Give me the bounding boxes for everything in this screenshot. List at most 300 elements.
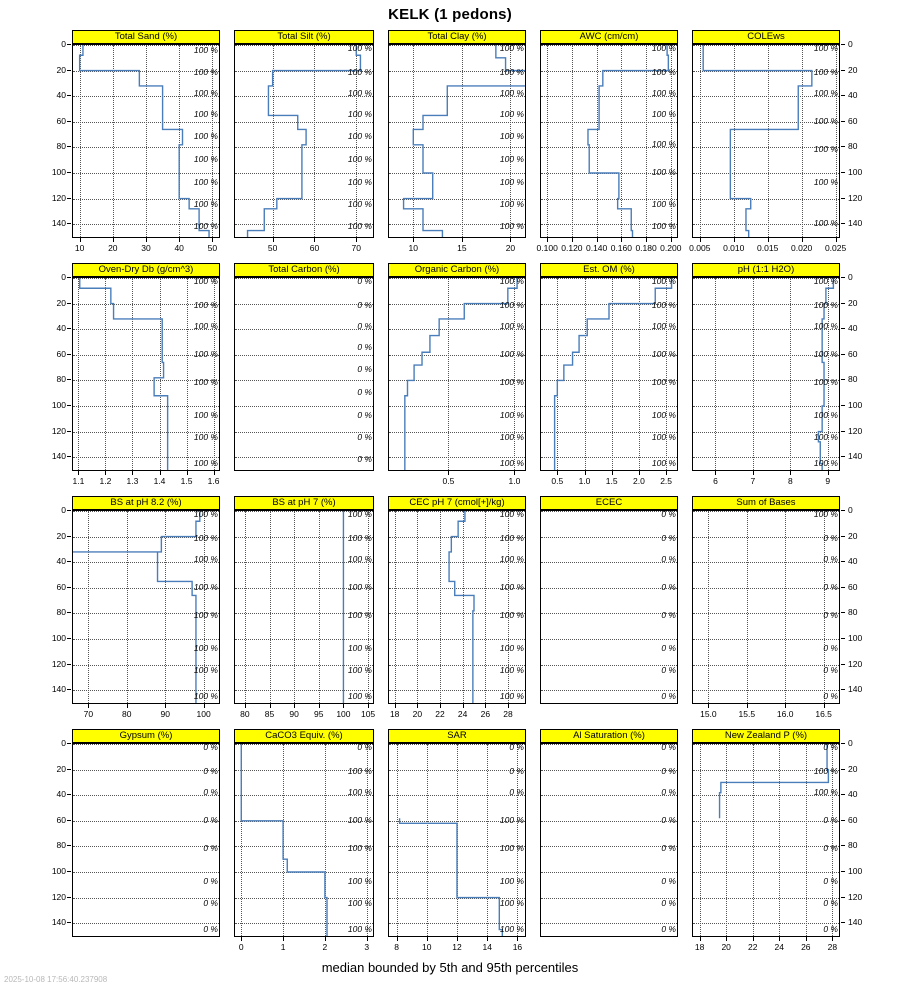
percent-label: 100 % [499,87,524,98]
percent-label: 0 % [661,609,676,620]
percent-label: 0 % [661,898,676,908]
percent-label: 100 % [499,876,524,887]
depth-tick-mark [841,172,845,173]
gridline-horizontal [541,770,677,771]
percent-label: 100 % [499,643,524,654]
percent-label: 100 % [193,457,218,468]
percent-label: 100 % [651,109,676,120]
percent-label: 100 % [651,199,676,209]
gridline-vertical [708,511,709,703]
depth-tick-mark [841,146,845,147]
x-tick-label: 0.5 [442,476,455,486]
depth-tick-mark [67,689,71,690]
depth-tick-mark [841,431,845,432]
depth-tick-mark [67,897,71,898]
x-tick-label: 20 [412,709,423,719]
percent-label: 100 % [813,457,838,468]
chart-panel [540,496,678,704]
x-tick-label: 24 [457,709,468,719]
percent-label: 100 % [499,67,524,78]
x-tick-label: 1.0 [578,476,591,486]
x-tick-mark [514,471,515,475]
x-tick-label: 26 [480,709,491,719]
gridline-horizontal [693,562,839,563]
percent-label: 0 % [823,609,838,620]
x-tick-label: 0.020 [791,243,813,253]
x-tick-mark [517,937,518,941]
percent-label: 100 % [347,553,372,564]
depth-tick-label: 20 [848,530,858,541]
percent-label: 0 % [823,533,838,544]
percent-label: 100 % [347,690,372,701]
x-tick-label: 30 [141,243,151,253]
x-tick-label: 0.160 [610,243,632,253]
depth-tick-label: 80 [848,374,858,385]
percent-label: 100 % [499,199,524,209]
panel-title: pH (1:1 H2O) [692,263,840,277]
gridline-horizontal [541,923,677,924]
percent-label: 0 % [823,665,838,675]
percent-label: 100 % [499,300,524,311]
depth-tick-mark [67,845,71,846]
x-tick-mark [753,471,754,475]
percent-label: 100 % [651,42,676,53]
percent-label: 100 % [193,410,218,421]
percent-label: 100 % [193,177,218,188]
percent-label: 0 % [203,741,218,752]
panel-title: Total Clay (%) [388,30,526,44]
x-tick-mark [726,937,727,941]
percent-label: 0 % [203,766,218,777]
depth-tick-mark [841,379,845,380]
depth-tick-mark [67,794,71,795]
x-tick-mark [273,238,274,242]
percent-label: 100 % [499,508,524,519]
percent-label: 100 % [813,766,838,777]
x-tick-mark [508,704,509,708]
panel-title: Total Silt (%) [234,30,374,44]
depth-tick-mark [841,70,845,71]
x-tick-mark [715,471,716,475]
percent-label: 0 % [823,876,838,887]
chart-panel [692,263,840,486]
percent-label: 100 % [193,300,218,311]
percent-label: 0 % [509,786,524,797]
panel-title: CEC pH 7 (cmol[+]/kg) [388,496,526,510]
percent-label: 100 % [499,432,524,442]
x-tick-label: 12 [452,942,462,952]
depth-tick-mark [67,456,71,457]
depth-tick-label: 120 [848,425,863,436]
x-tick-label: 0.5 [551,476,564,486]
depth-tick-label: 80 [848,840,858,851]
gridline-horizontal [235,329,373,330]
x-tick-mark [325,937,326,941]
gridline-horizontal [693,613,839,614]
depth-tick-mark [841,561,845,562]
depth-tick-mark [67,328,71,329]
depth-tick-label: 120 [51,658,66,669]
percent-label: 100 % [347,581,372,592]
depth-tick-mark [67,70,71,71]
x-tick-mark [80,238,81,242]
depth-tick-mark [67,536,71,537]
depth-tick-mark [67,922,71,923]
depth-tick-label: 100 [848,400,863,410]
depth-tick-mark [841,303,845,304]
chart-panel [388,263,526,486]
chart-panel [72,496,220,719]
gridline-vertical [785,511,786,703]
depth-tick-label: 100 [51,633,66,643]
x-tick-mark [113,238,114,242]
percent-label: 100 % [813,143,838,154]
depth-tick-label: 100 [848,866,863,876]
percent-label: 100 % [347,786,372,797]
panel-title: Al Saturation (%) [540,729,678,743]
x-tick-mark [708,704,709,708]
depth-tick-mark [67,223,71,224]
percent-label: 100 % [499,898,524,908]
depth-tick-mark [67,354,71,355]
percent-label: 0 % [823,923,838,934]
depth-tick-label: 120 [51,192,66,203]
panel-title: BS at pH 7 (%) [234,496,374,510]
percent-label: 100 % [499,154,524,165]
percent-label: 100 % [193,87,218,98]
x-tick-label: 15 [457,243,467,253]
depth-tick-mark [67,638,71,639]
depth-tick-mark [841,743,845,744]
depth-tick-label: 120 [848,891,863,902]
percent-label: 100 % [651,300,676,311]
x-tick-mark [78,471,79,475]
percent-label: 100 % [499,457,524,468]
depth-tick-label: 0 [61,738,66,748]
depth-tick-label: 20 [848,763,858,774]
x-tick-label: 2 [322,942,328,952]
x-tick-mark [779,937,780,941]
x-tick-label: 0.140 [585,243,608,253]
depth-tick-mark [841,897,845,898]
depth-tick-label: 140 [51,451,66,462]
percent-label: 100 % [193,690,218,701]
percent-label: 0 % [203,814,218,825]
percent-label: 0 % [357,300,372,311]
depth-tick-mark [67,146,71,147]
depth-tick-label: 140 [848,451,863,462]
x-tick-mark [343,704,344,708]
percent-label: 100 % [193,609,218,620]
percent-label: 100 % [651,410,676,421]
depth-tick-label: 20 [56,530,66,541]
depth-tick-label: 20 [56,64,66,75]
chart-panel [540,263,678,486]
x-tick-label: 70 [83,709,94,719]
gridline-horizontal [693,537,839,538]
x-tick-label: 15.0 [700,709,717,719]
percent-label: 0 % [357,320,372,331]
gridline-horizontal [235,304,373,305]
percent-label: 0 % [661,665,676,675]
chart-panel [234,496,376,719]
gridline-horizontal [235,380,373,381]
x-tick-label: 0.015 [757,243,779,253]
percent-label: 0 % [357,387,372,398]
x-tick-label: 10 [74,243,85,253]
gridline-horizontal [73,898,219,899]
x-tick-mark [666,471,667,475]
x-tick-label: 60 [309,243,320,253]
percent-label: 0 % [357,453,372,464]
gridline-horizontal [541,511,677,512]
x-tick-mark [88,704,89,708]
depth-tick-label: 120 [848,658,863,669]
panel-title: AWC (cm/cm) [540,30,678,44]
depth-tick-mark [67,198,71,199]
percent-label: 0 % [823,690,838,701]
panel-title: CaCO3 Equiv. (%) [234,729,374,743]
depth-tick-mark [841,223,845,224]
percent-label: 100 % [813,115,838,126]
depth-tick-label: 120 [848,192,863,203]
x-tick-label: 100 [196,709,211,719]
x-tick-label: 22 [747,942,758,952]
x-tick-mark [836,238,837,242]
x-tick-label: 0.100 [536,243,558,253]
x-tick-mark [132,471,133,475]
chart-panel [72,729,220,937]
depth-tick-label: 40 [848,323,858,334]
percent-label: 100 % [651,167,676,177]
depth-tick-mark [841,769,845,770]
percent-label: 0 % [661,553,676,564]
depth-tick-mark [841,121,845,122]
depth-tick-label: 40 [56,323,66,334]
gridline-vertical [747,511,748,703]
depth-tick-label: 80 [56,141,66,152]
depth-tick-label: 140 [848,684,863,695]
depth-tick-mark [841,820,845,821]
depth-tick-label: 60 [56,348,66,359]
x-tick-mark [828,471,829,475]
x-tick-mark [187,471,188,475]
percent-label: 100 % [499,533,524,544]
percent-label: 100 % [813,300,838,311]
percent-label: 100 % [651,87,676,98]
x-tick-label: 9 [825,476,831,486]
percent-label: 100 % [813,177,838,188]
gridline-horizontal [693,639,839,640]
chart-panel [234,30,374,253]
panel-title: COLEws [692,30,840,44]
x-tick-label: 15.5 [738,709,756,719]
x-tick-mark [462,238,463,242]
chart-panel [388,496,526,719]
x-tick-mark [397,937,398,941]
x-tick-label: 70 [351,243,361,253]
depth-tick-mark [841,922,845,923]
depth-tick-label: 0 [848,738,853,748]
percent-label: 100 % [499,42,524,53]
depth-tick-label: 100 [848,633,863,643]
depth-tick-label: 100 [51,167,66,177]
x-tick-mark [463,704,464,708]
depth-tick-label: 20 [56,297,66,308]
x-tick-mark [241,937,242,941]
x-tick-mark [417,704,418,708]
depth-tick-label: 140 [848,917,863,928]
depth-tick-mark [67,121,71,122]
percent-label: 0 % [357,364,372,375]
gridline-horizontal [541,690,677,691]
depth-tick-mark [67,820,71,821]
percent-label: 0 % [203,876,218,887]
depth-tick-label: 60 [848,115,858,126]
depth-tick-label: 0 [848,505,853,515]
depth-tick-label: 80 [56,607,66,618]
gridline-horizontal [235,278,373,279]
x-tick-mark [270,704,271,708]
depth-tick-label: 80 [848,607,858,618]
depth-tick-mark [841,612,845,613]
depth-tick-label: 140 [51,218,66,229]
percent-label: 100 % [193,665,218,675]
x-tick-label: 20 [108,243,118,253]
gridline-horizontal [693,665,839,666]
x-tick-label: 1.3 [126,476,139,486]
gridline-horizontal [541,537,677,538]
percent-label: 0 % [661,842,676,853]
depth-tick-mark [67,95,71,96]
percent-label: 100 % [651,67,676,78]
percent-label: 100 % [813,275,838,286]
depth-tick-mark [67,612,71,613]
depth-tick-label: 60 [56,115,66,126]
x-tick-label: 85 [264,709,275,719]
chart-panel [234,729,374,952]
x-tick-mark [768,238,769,242]
percent-label: 100 % [193,275,218,286]
x-tick-label: 1.2 [99,476,112,486]
x-tick-mark [319,704,320,708]
depth-tick-mark [841,664,845,665]
percent-label: 100 % [651,275,676,286]
x-tick-label: 100 [336,709,351,719]
percent-label: 100 % [813,87,838,98]
x-tick-label: 0.200 [660,243,682,253]
x-tick-mark [700,238,701,242]
percent-label: 100 % [813,218,838,229]
percent-label: 100 % [499,665,524,675]
percent-label: 100 % [813,320,838,331]
percent-label: 100 % [193,376,218,387]
panel-title: Total Sand (%) [72,30,220,44]
x-tick-mark [671,238,672,242]
percent-label: 100 % [499,553,524,564]
chart-panel [692,496,840,719]
x-tick-label: 0 [238,942,244,952]
percent-label: 100 % [193,348,218,359]
gridline-horizontal [73,821,219,822]
depth-tick-mark [841,44,845,45]
x-tick-mark [457,937,458,941]
depth-tick-mark [67,664,71,665]
percent-label: 100 % [347,876,372,887]
x-tick-label: 2.0 [632,476,645,486]
gridline-horizontal [541,898,677,899]
percent-label: 100 % [499,131,524,142]
gridline-horizontal [73,744,219,745]
x-tick-label: 50 [207,243,218,253]
depth-tick-mark [67,277,71,278]
x-tick-mark [510,238,511,242]
percent-label: 100 % [499,609,524,620]
x-tick-mark [356,238,357,242]
percent-label: 0 % [357,432,372,442]
percent-label: 100 % [193,220,218,231]
percent-label: 100 % [499,177,524,188]
depth-tick-label: 0 [61,272,66,282]
panel-title: New Zealand P (%) [692,729,840,743]
percent-label: 100 % [813,67,838,78]
depth-tick-label: 60 [848,581,858,592]
gridline-horizontal [541,588,677,589]
percent-label: 100 % [499,109,524,120]
depth-tick-label: 60 [56,581,66,592]
depth-tick-mark [841,277,845,278]
x-tick-label: 20 [721,942,731,952]
x-tick-label: 1.1 [72,476,85,486]
depth-tick-label: 60 [56,814,66,825]
percent-label: 0 % [661,876,676,887]
percent-label: 100 % [347,766,372,777]
depth-tick-label: 0 [848,39,853,49]
x-tick-label: 28 [503,709,513,719]
panel-title: Est. OM (%) [540,263,678,277]
percent-label: 100 % [347,131,372,142]
percent-label: 100 % [813,432,838,442]
depth-tick-label: 140 [848,218,863,229]
depth-tick-label: 100 [51,400,66,410]
percent-label: 100 % [813,786,838,797]
percent-label: 0 % [661,923,676,934]
x-tick-mark [487,937,488,941]
x-tick-mark [160,471,161,475]
gridline-horizontal [73,872,219,873]
depth-tick-mark [841,510,845,511]
x-tick-label: 40 [174,243,184,253]
x-tick-label: 0.005 [689,243,711,253]
depth-tick-mark [841,536,845,537]
percent-label: 100 % [651,320,676,331]
gridline-horizontal [541,872,677,873]
x-tick-label: 50 [267,243,278,253]
depth-tick-mark [841,328,845,329]
x-tick-mark [368,704,369,708]
depth-tick-mark [841,587,845,588]
x-tick-mark [427,937,428,941]
x-tick-mark [832,937,833,941]
percent-label: 0 % [661,533,676,544]
chart-panel [388,30,526,253]
percent-label: 100 % [813,348,838,359]
x-tick-mark [790,471,791,475]
x-tick-mark [413,238,414,242]
x-tick-label: 16 [512,942,523,952]
plot-area [234,277,374,471]
percent-label: 100 % [193,131,218,142]
